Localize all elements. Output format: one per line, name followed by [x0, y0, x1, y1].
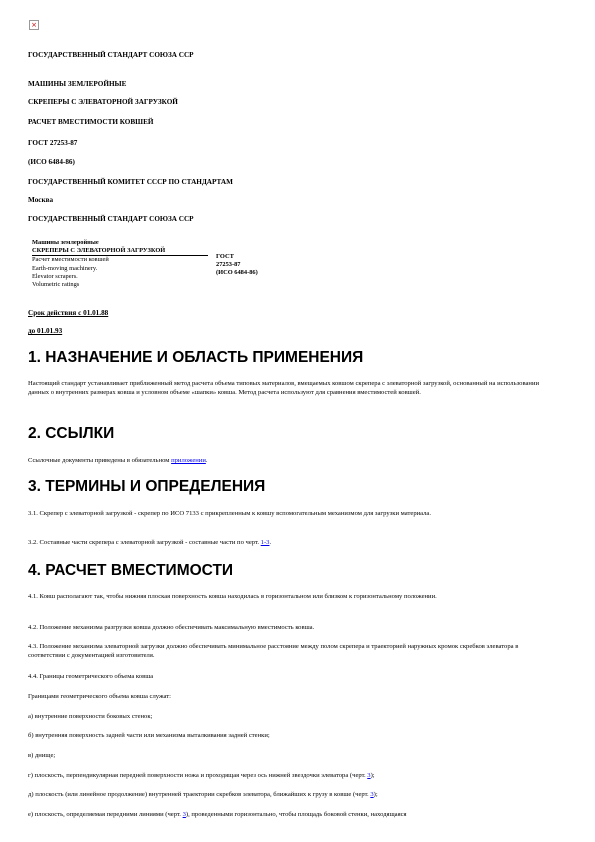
title-block-left: [32, 239, 222, 289]
doc-title-1: МАШИНЫ ЗЕМЛЕРОЙНЫЕ: [28, 80, 127, 88]
section-3-heading: 3. ТЕРМИНЫ И ОПРЕДЕЛЕНИЯ: [28, 478, 266, 495]
s3-p2-text: 3.2. Составные части скрепера с элеваторной загрузкой - составные части по черт.: [28, 539, 261, 546]
validity-to: до 01.01.93: [28, 327, 63, 335]
tb-gost-label: ГОСТ: [216, 253, 234, 260]
e-text: е) плоскость, определяемая передними линиями (черт.: [28, 811, 183, 818]
s3-p2-end: .: [269, 539, 272, 546]
drawing-3-link[interactable]: 3: [367, 772, 371, 779]
section-4-heading: 4. РАСЧЕТ ВМЕСТИМОСТИ: [28, 562, 234, 579]
committee-name: ГОСУДАРСТВЕННЫЙ КОМИТЕТ СССР ПО СТАНДАРТАМ: [28, 178, 233, 186]
section-4-p1: 4.1. Ковш располагают так, чтобы нижняя плоская поверхность ковша находилась в горизонтальном или близком к горизонтальному положении.: [28, 593, 437, 600]
org-heading: ГОСУДАРСТВЕННЫЙ СТАНДАРТ СОЮЗА ССР: [28, 51, 194, 59]
tb-gost-number: 27253-87: [216, 261, 241, 269]
list-item-g: [28, 771, 548, 780]
tb-line-1: Машины землеройные: [32, 239, 99, 246]
list-item-d: [28, 790, 548, 799]
g-text: г) плоскость, перпендикулярная передней поверхности ножа и проходящая через ось нижней звездочки элеватора (черт.: [28, 772, 368, 779]
section-2-heading: 2. ССЫЛКИ: [28, 425, 115, 442]
org-heading-2: ГОСУДАРСТВЕННЫЙ СТАНДАРТ СОЮЗА ССР: [28, 215, 194, 223]
e-end: ), проведенными горизонтально, чтобы площадь боковой стенки, находящаяся: [185, 811, 407, 818]
broken-image-icon: ×: [29, 20, 39, 30]
section-2-text: [28, 456, 548, 465]
gost-number: ГОСТ 27253-87: [28, 139, 78, 147]
list-item-v: в) днище;: [28, 752, 56, 759]
tb-line-2: СКРЕПЕРЫ С ЭЛЕВАТОРНОЙ ЗАГРУЗКОЙ: [32, 247, 208, 256]
tb-line-4: Earth-moving machinery.: [32, 264, 98, 272]
section-4-p2: 4.2. Положение механизма разгрузки ковша должно обеспечивать максимальную вместимость ковша.: [28, 624, 315, 631]
list-item-a: а) внутренние поверхности боковых стенок;: [28, 713, 153, 720]
section-4-p5: Границами геометрического объема ковша служат:: [28, 693, 171, 700]
section-1-text: Настоящий стандарт устанавливает приближенный метод расчета объема типовых материалов, вмещаемых ковшом скрепера с элеваторной загрузкой, основанный на использовании данных о внутренних размерах ковша и условном объеме «шапки» ковша. Метод расчета используют для сравнения вместимостей ковшей.: [28, 380, 540, 396]
section-3-p1: 3.1. Скрепер с элеваторной загрузкой - скрепер по ИСО 7133 с прикрепленным к ковшу вспомогательным механизмом для загрузки материала.: [28, 510, 431, 517]
section-4-p3: 4.3. Положение механизма элеваторной загрузки должно обеспечивать минимальное расстояние между полом скрепера и траекторией наружных кромок скребков элеватора в соответствии с документацией изготовителя.: [28, 643, 519, 659]
drawing-3-link[interactable]: 3: [182, 811, 186, 818]
appendix-link[interactable]: приложении: [171, 457, 206, 464]
s2-text: Ссылочные документы приведены в обязательном: [28, 457, 172, 464]
title-block-right: [216, 253, 306, 278]
g-end: );: [370, 772, 375, 779]
tb-line-3: Расчет вместимости ковшей: [32, 256, 109, 264]
d-end: );: [373, 791, 378, 798]
section-1-heading: 1. НАЗНАЧЕНИЕ И ОБЛАСТЬ ПРИМЕНЕНИЯ: [28, 349, 364, 366]
s2-text-end: .: [205, 457, 208, 464]
iso-number: (ИСО 6484-86): [28, 158, 75, 166]
section-4-p4: 4.4. Границы геометрического объема ковша: [28, 673, 154, 680]
d-text: д) плоскость (или линейное продолжение) внутренней траектории скребков элеватора, ближайших к грузу в ковше (черт.: [28, 791, 371, 798]
drawing-3-link[interactable]: 3: [370, 791, 374, 798]
section-3-p2: [28, 538, 548, 547]
tb-line-6: Volumetric ratings: [32, 281, 80, 289]
city: Москва: [28, 196, 54, 204]
list-item-b: б) внутренняя поверхность задней части или механизма выталкивания задней стенки;: [28, 732, 270, 739]
tb-iso-number: (ИСО 6484-86): [216, 269, 258, 277]
doc-title-2: СКРЕПЕРЫ С ЭЛЕВАТОРНОЙ ЗАГРУЗКОЙ: [28, 98, 178, 106]
list-item-e: [28, 810, 558, 819]
tb-line-5: Elevator scrapers.: [32, 272, 78, 280]
doc-title-3: РАСЧЕТ ВМЕСТИМОСТИ КОВШЕЙ: [28, 118, 154, 126]
validity-from: Срок действия с 01.01.88: [28, 309, 109, 317]
drawing-1-3-link[interactable]: 1-3: [260, 539, 270, 546]
